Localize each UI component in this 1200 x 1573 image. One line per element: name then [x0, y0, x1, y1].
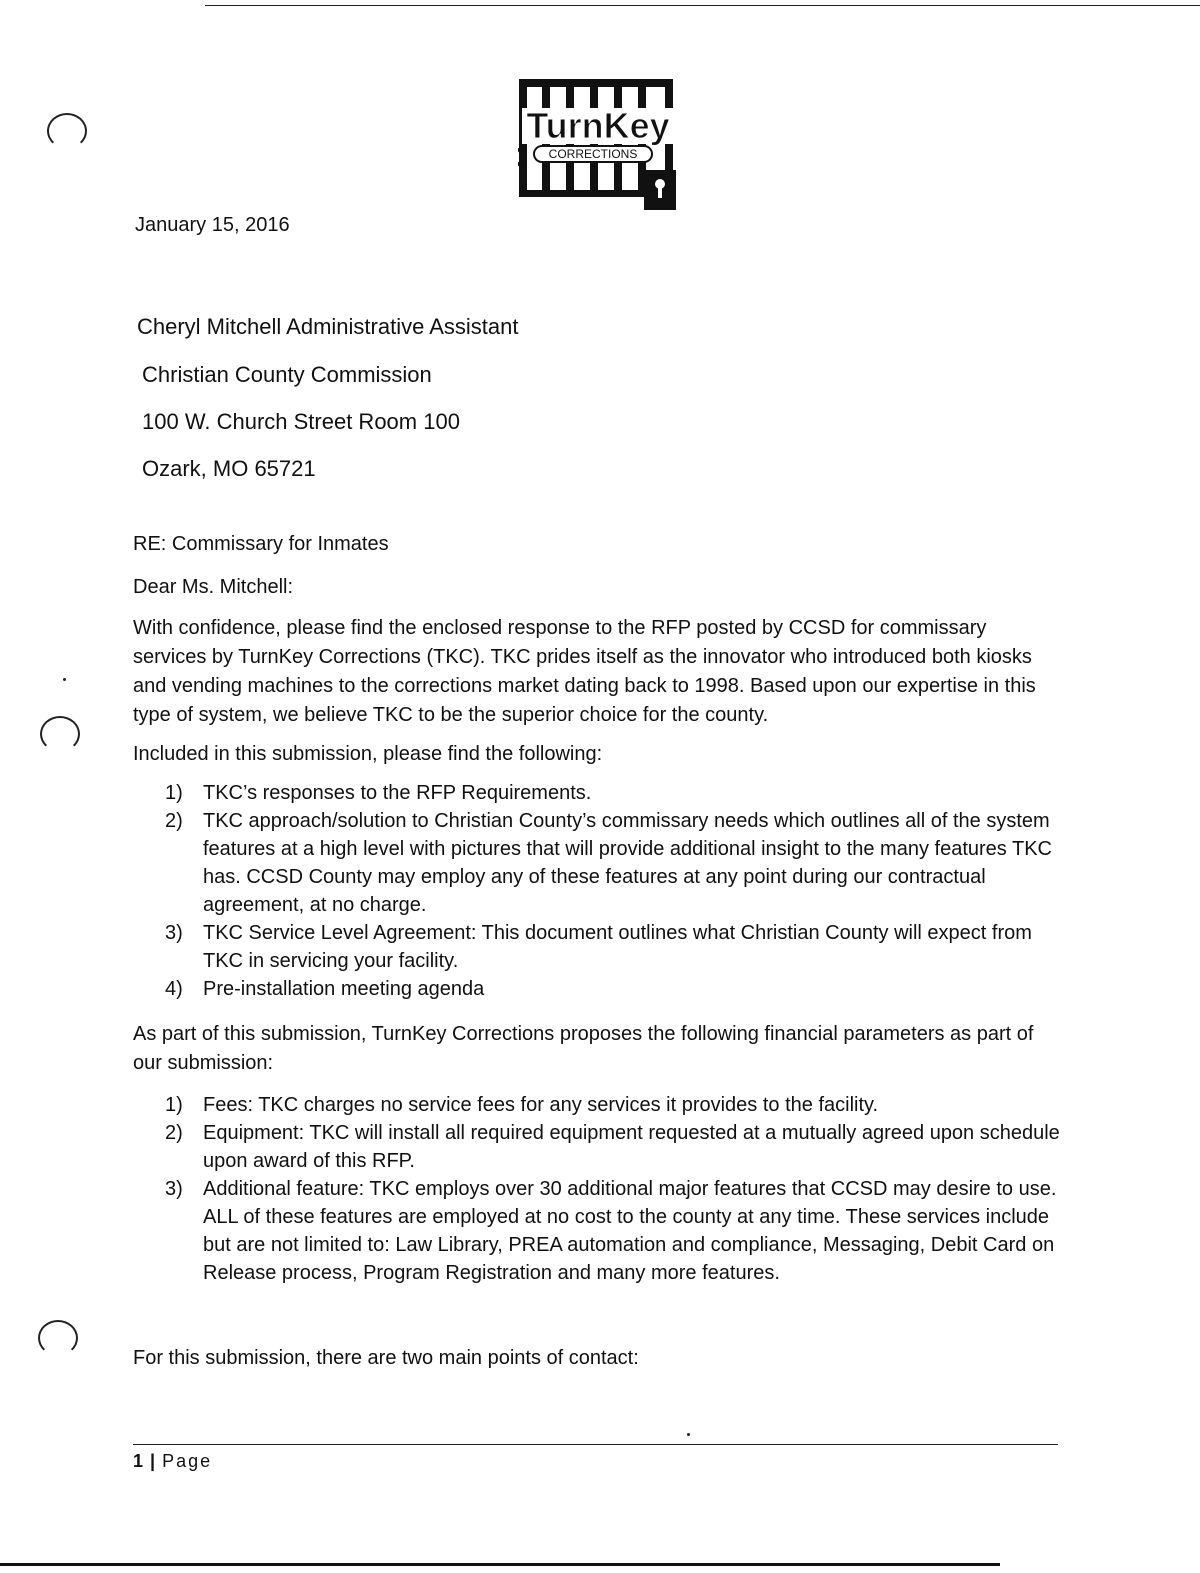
financial-heading: As part of this submission, TurnKey Corrections proposes the following financial parameters as part of our submission:	[133, 1023, 1034, 1074]
list-item: 3) TKC Service Level Agreement: This document outlines what Christian County will expect from TKC in servicing your facility.	[165, 922, 1032, 972]
intro-paragraph: With confidence, please find the enclosed response to the RFP posted by CCSD for commissary services by TurnKey Corrections (TKC). TKC prides itself as the innovator who introduced both kiosks and vending machines to the corrections market dating back to 1998. Based upon our expertise in this type of system, we believe TKC to be the superior choice for the county.	[133, 617, 1036, 726]
list-item: 2) Equipment: TKC will install all required equipment requested at a mutually agreed upon schedule upon award of this RFP.	[165, 1122, 1060, 1172]
included-heading: Included in this submission, please find the following:	[133, 743, 603, 765]
page-footer	[133, 1451, 212, 1472]
turnkey-logo	[518, 78, 678, 210]
list-item: 4) Pre-installation meeting agenda	[165, 978, 485, 1000]
financial-list	[165, 1091, 1065, 1287]
list-item: 1) TKC’s responses to the RFP Requirements.	[165, 782, 592, 804]
letter-date: January 15, 2016	[135, 214, 290, 236]
list-item: 2) TKC approach/solution to Christian County’s commissary needs which outlines all of the system features at a high level with pictures that will provide additional insight to the many features TKC has. CCSD County may employ any of these features at any point during our contractual agreement, at no charge.	[165, 810, 1052, 916]
list-item: 3) Additional feature: TKC employs over 30 additional major features that CCSD may desire to use. ALL of these features are employed at no cost to the county at any time. These services include but are not limited to: Law Library, PREA automation and compliance, Messaging, Debit Card on Release process, Program Registration and many more features.	[165, 1178, 1057, 1284]
page-separator: |	[150, 1451, 156, 1471]
recipient-name: Cheryl Mitchell Administrative Assistant	[137, 314, 519, 339]
logo-sub: CORRECTIONS	[548, 147, 638, 161]
punch-hole-top	[47, 113, 87, 149]
page-number: 1	[133, 1451, 144, 1471]
logo-brand: TurnKey	[526, 105, 670, 146]
recipient-org: Christian County Commission	[142, 362, 432, 387]
page-label: Page	[162, 1451, 213, 1471]
scan-edge-top	[205, 5, 1200, 6]
scan-speck	[63, 678, 66, 681]
recipient-city: Ozark, MO 65721	[142, 456, 316, 481]
punch-hole-bottom	[38, 1320, 78, 1356]
included-list	[165, 779, 1065, 1003]
footer-divider	[133, 1444, 1058, 1445]
scan-edge-bottom	[0, 1563, 1000, 1566]
recipient-street: 100 W. Church Street Room 100	[142, 409, 460, 434]
salutation: Dear Ms. Mitchell:	[133, 576, 294, 598]
scan-speck	[687, 1433, 690, 1436]
contact-line: For this submission, there are two main points of contact:	[133, 1347, 639, 1369]
subject-line: RE: Commissary for Inmates	[133, 533, 389, 555]
punch-hole-middle	[40, 716, 80, 752]
list-item: 1) Fees: TKC charges no service fees for any services it provides to the facility.	[165, 1094, 879, 1116]
